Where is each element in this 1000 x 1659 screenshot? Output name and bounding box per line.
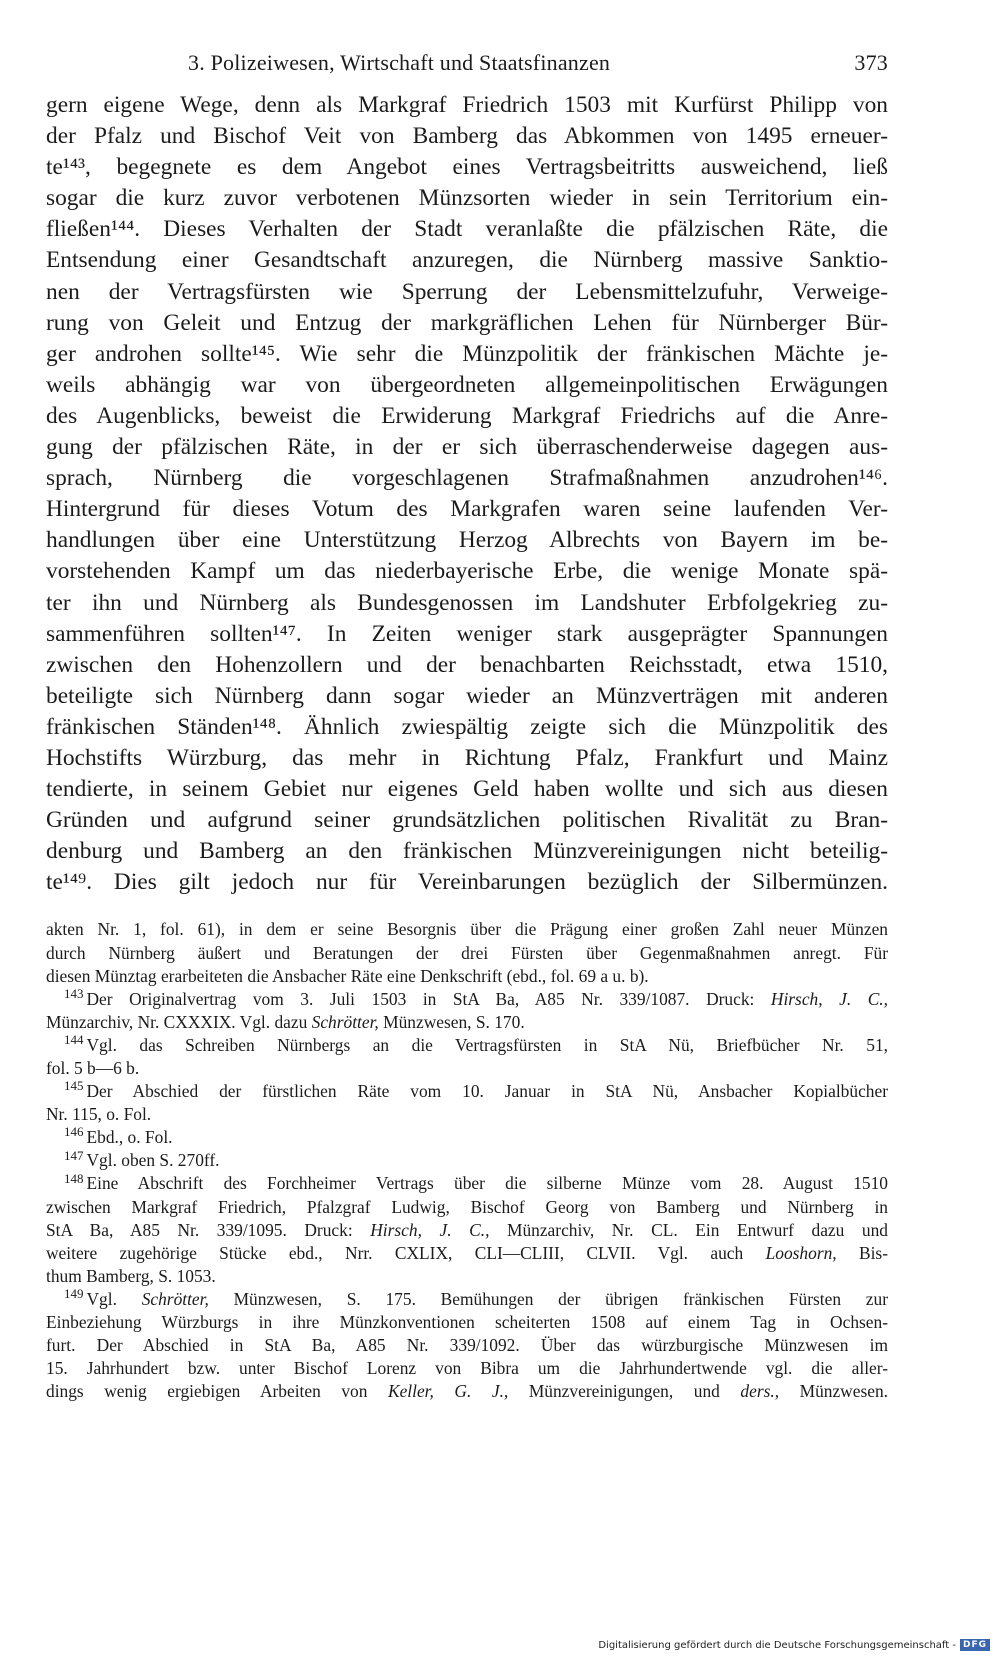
footnote-text: Münzvereinigungen, und xyxy=(508,1381,741,1402)
footnote-number: 148 xyxy=(64,1170,84,1186)
footnote-line xyxy=(46,1172,888,1195)
text-line: weils abhängig war von übergeordneten allgemeinpolitischen Erwägungen xyxy=(46,371,888,398)
text-line: ter ihn und Nürnberg als Bundesgenossen im Landshuter Erbfolgekrieg zu- xyxy=(46,589,888,616)
footnote-continuation xyxy=(46,918,888,987)
footnote-144 xyxy=(46,1034,888,1080)
footnote-line xyxy=(46,1080,888,1103)
footnote-text: weitere zugehörige Stücke ebd., Nrr. CXLIX, CLI—CLIII, CLVII. Vgl. auch xyxy=(46,1242,766,1263)
footnote-number: 147 xyxy=(64,1147,84,1163)
text-line: fränkischen Ständen¹⁴⁸. Ähnlich zwiespältig zeigte sich die Münzpolitik des xyxy=(46,713,888,740)
footnote-line xyxy=(46,1242,888,1265)
text-line: gern eigene Wege, denn als Markgraf Friedrich 1503 mit Kurfürst Philipp von xyxy=(46,92,888,118)
author-name: Hirsch, J. C., xyxy=(370,1219,490,1240)
text-line: zwischen den Hohenzollern und der benachbarten Reichsstadt, etwa 1510, xyxy=(46,651,888,678)
digitization-credit xyxy=(598,1639,990,1651)
author-name: ders., xyxy=(740,1381,780,1402)
text-line: tendierte, in seinem Gebiet nur eigenes Geld haben wollte und sich aus diesen xyxy=(46,776,888,803)
footnote-text: Bis- xyxy=(836,1242,888,1263)
credit-text: Digitalisierung gefördert durch die Deutsche Forschungsgemeinschaft - xyxy=(598,1639,956,1651)
author-name: Schrötter, xyxy=(141,1288,209,1309)
footnote-text: Münzarchiv, Nr. CXXXIX. Vgl. dazu xyxy=(46,1011,312,1032)
author-name: Hirsch, J. C., xyxy=(770,988,888,1009)
footnote-text: Vgl. oben S. 270ff. xyxy=(86,1150,220,1171)
footnote-line: Nr. 115, o. Fol. xyxy=(46,1104,152,1125)
text-line: Hochstifts Würzburg, das mehr in Richtung Pfalz, Frankfurt und Mainz xyxy=(46,744,888,771)
text-line: te¹⁴⁹. Dies gilt jedoch nur für Vereinbarungen bezüglich der Silbermünzen. xyxy=(46,869,888,896)
footnote-number: 145 xyxy=(64,1078,84,1094)
document-page xyxy=(46,40,888,1403)
footnote-145 xyxy=(46,1080,888,1126)
footnote-line: zwischen Markgraf Friedrich, Pfalzgraf Ludwig, Bischof Georg von Bamberg und Nürnberg in xyxy=(46,1196,888,1217)
footnote-line: 15. Jahrhundert bzw. unter Bischof Lorenz von Bibra um die Jahrhundertwende vgl. die aller- xyxy=(46,1358,888,1379)
footnote-number: 144 xyxy=(64,1032,84,1048)
footnote-number: 146 xyxy=(64,1124,84,1140)
footnote-text: Vgl. xyxy=(86,1288,142,1309)
footnote-text: Eine Abschrift des Forchheimer Vertrags über die silberne Münze vom 28. August 1510 xyxy=(86,1173,888,1194)
running-head xyxy=(46,40,888,90)
author-name: Schrötter, xyxy=(311,1011,379,1032)
page-number: 373 xyxy=(854,50,888,75)
footnote-text: Münzwesen. xyxy=(779,1381,888,1402)
footnote-line xyxy=(46,1126,888,1149)
footnote-line xyxy=(46,1011,888,1034)
footnote-text: Der Abschied der fürstlichen Räte vom 10. Januar in StA Nü, Ansbacher Kopialbücher xyxy=(86,1081,888,1102)
text-line: te¹⁴³, begegnete es dem Angebot eines Vertragsbeitritts ausweichend, ließ xyxy=(46,154,888,181)
author-name: Looshorn, xyxy=(765,1242,837,1263)
text-line: denburg und Bamberg an den fränkischen Münzvereinigungen nicht beteilig- xyxy=(46,838,888,865)
footnotes xyxy=(46,918,888,1403)
body-text xyxy=(46,90,888,898)
footnote-number: 149 xyxy=(64,1286,84,1302)
footnote-line: thum Bamberg, S. 1053. xyxy=(46,1265,216,1286)
footnote-line xyxy=(46,1380,888,1403)
footnote-line: Einbeziehung Würzburgs in ihre Münzkonventionen scheiterten 1508 auf einem Tag in Ochsen- xyxy=(46,1312,888,1333)
footnote-number: 143 xyxy=(64,985,84,1001)
text-line: Gründen und aufgrund seiner grundsätzlichen politischen Rivalität zu Bran- xyxy=(46,807,888,834)
text-line: fließen¹⁴⁴. Dieses Verhalten der Stadt veranlaßte die pfälzischen Räte, die xyxy=(46,216,888,243)
text-line: gung der pfälzischen Räte, in der er sich überraschenderweise dagegen aus- xyxy=(46,434,888,461)
text-line: sammenführen sollten¹⁴⁷. In Zeiten weniger stark ausgeprägter Spannungen xyxy=(46,620,888,647)
footnote-text: Münzwesen, S. 170. xyxy=(378,1011,525,1032)
footnote-line xyxy=(46,1034,888,1057)
footnote-text: Ebd., o. Fol. xyxy=(86,1127,173,1148)
text-line: Hintergrund für dieses Votum des Markgrafen waren seine laufenden Ver- xyxy=(46,496,888,523)
footnote-text: Vgl. das Schreiben Nürnbergs an die Vertragsfürsten in StA Nü, Briefbücher Nr. 51, xyxy=(86,1034,888,1055)
footnote-146 xyxy=(46,1126,888,1149)
footnote-148 xyxy=(46,1172,888,1287)
footnote-line: durch Nürnberg äußert und Beratungen der drei Fürsten über Gegenmaßnahmen anregt. Für xyxy=(46,942,888,963)
text-line: sprach, Nürnberg die vorgeschlagenen Strafmaßnahmen anzudrohen¹⁴⁶. xyxy=(46,465,888,492)
footnote-line: fol. 5 b—6 b. xyxy=(46,1058,140,1078)
footnote-line: furt. Der Abschied in StA Ba, A85 Nr. 339/1092. Über das würzburgische Münzwesen im xyxy=(46,1335,888,1356)
text-line: ger androhen sollte¹⁴⁵. Wie sehr die Münzpolitik der fränkischen Mächte je- xyxy=(46,340,888,367)
footnote-line xyxy=(46,1149,888,1172)
footnote-line: akten Nr. 1, fol. 61), in dem er seine Besorgnis über die Prägung einer großen Zahl neuer Münzen xyxy=(46,919,888,940)
text-line: rung von Geleit und Entzug der markgräflichen Lehen für Nürnberger Bür- xyxy=(46,309,888,336)
dfg-logo: DFG xyxy=(960,1639,990,1651)
footnote-text: StA Ba, A85 Nr. 339/1095. Druck: xyxy=(46,1219,371,1240)
text-line: der Pfalz und Bischof Veit von Bamberg das Abkommen von 1495 erneuer- xyxy=(46,123,888,150)
footnote-text: Münzarchiv, Nr. CL. Ein Entwurf dazu und xyxy=(489,1219,888,1240)
footnote-143 xyxy=(46,985,888,1034)
footnote-text: Der Originalvertrag vom 3. Juli 1503 in StA Ba, A85 Nr. 339/1087. Druck: xyxy=(86,988,771,1009)
text-line: nen der Vertragsfürsten wie Sperrung der Lebensmittelzufuhr, Verweige- xyxy=(46,278,888,305)
footnote-147 xyxy=(46,1149,888,1172)
footnote-line xyxy=(46,1288,888,1311)
footnote-149 xyxy=(46,1288,888,1403)
running-title: 3. Polizeiwesen, Wirtschaft und Staatsfinanzen xyxy=(188,50,611,75)
text-line: beteiligte sich Nürnberg dann sogar wieder an Münzverträgen mit anderen xyxy=(46,682,888,709)
text-line: sogar die kurz zuvor verbotenen Münzsorten wieder in sein Territorium ein- xyxy=(46,185,888,212)
text-line: Entsendung einer Gesandtschaft anzuregen, die Nürnberg massive Sanktio- xyxy=(46,247,888,274)
author-name: Keller, G. J., xyxy=(387,1381,509,1402)
footnote-line xyxy=(46,1219,888,1242)
text-line: handlungen über eine Unterstützung Herzog Albrechts von Bayern im be- xyxy=(46,527,888,554)
footnote-line: diesen Münztag erarbeiteten die Ansbacher Räte eine Denkschrift (ebd., fol. 69 a u. b). xyxy=(46,965,649,986)
footnote-line xyxy=(46,985,888,1011)
text-line: des Augenblicks, beweist die Erwiderung Markgraf Friedrichs auf die Anre- xyxy=(46,402,888,429)
footnote-text: dings wenig ergiebigen Arbeiten von xyxy=(46,1381,388,1402)
footnote-text: Münzwesen, S. 175. Bemühungen der übrigen fränkischen Fürsten zur xyxy=(208,1288,888,1309)
text-line: vorstehenden Kampf um das niederbayerische Erbe, die wenige Monate spä- xyxy=(46,558,888,585)
